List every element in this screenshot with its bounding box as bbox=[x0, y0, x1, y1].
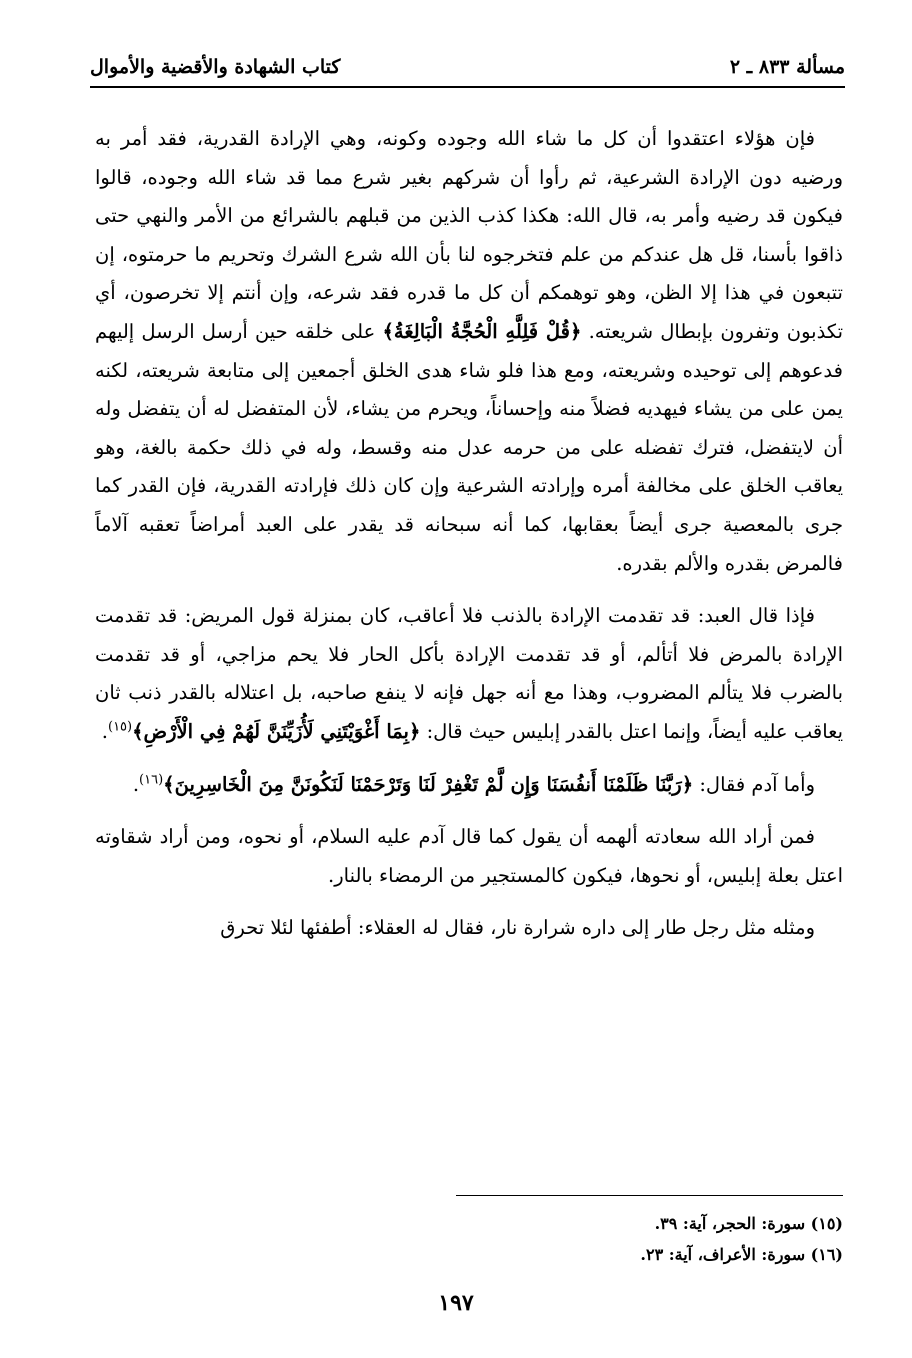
quran-verse: ﴿قُلْ فَلِلَّهِ الْحُجَّةُ الْبَالِغَةُ﴾ bbox=[382, 319, 582, 343]
page-number: ١٩٧ bbox=[438, 1290, 474, 1316]
footnotes bbox=[95, 1208, 843, 1270]
running-header bbox=[90, 52, 845, 88]
quran-verse: ﴿رَبَّنَا ظَلَمْنَا أَنفُسَنَا وَإِن لَّمْ تَغْفِرْ لَنَا وَتَرْحَمْنَا لَنَكُونَنَّ مِنَ الْخَاسِرِينَ﴾ bbox=[163, 772, 694, 796]
paragraph-1 bbox=[95, 120, 843, 583]
footnote-ref[interactable]: (١٥) bbox=[107, 719, 133, 735]
paragraph-5 bbox=[95, 909, 843, 948]
paragraph-4 bbox=[95, 818, 843, 895]
issue-number: مسألة ٨٣٣ ـ ٢ bbox=[729, 56, 845, 78]
paragraph-text: فمن أراد الله سعادته ألهمه أن يقول كما قال آدم عليه السلام، أو نحوه، ومن أراد شقاوته اعتل بعلة إبليس، أو نحوها، فيكون كالمستجير من الرمضاء بالنار. bbox=[95, 825, 843, 887]
paragraph-text: وأما آدم فقال: bbox=[693, 772, 815, 796]
paragraph-3 bbox=[95, 766, 843, 805]
paragraph-text: فإن هؤلاء اعتقدوا أن كل ما شاء الله وجوده وكونه، وهي الإرادة القدرية، فقد أمر به ورضيه دون الإرادة الشرعية، ثم رأوا أن شركهم بغير شرع مما قد شاء الله وجوده، قالوا فيكون قد رضيه وأمر به، قال الله: هكذا كذب الذين من قبلهم بالشرائع من الأمر والنهي حتى ذاقوا بأسنا، قل هل عندكم من علم فتخرجوه لنا بأن الله شرع الشرك وتحريم ما حرمتوه، إن تتبعون في هذا إلا الظن، وهو توهمكم أن كل ما قدره فقد شرعه، وإن أنتم إلا تخرصون، أي تكذبون وتفرون بإبطال شريعته. bbox=[95, 127, 844, 343]
paragraph-2 bbox=[95, 597, 843, 751]
footnote-15: (١٥) سورة: الحجر، آية: ٣٩. bbox=[654, 1214, 843, 1233]
quran-verse: ﴿بِمَا أَغْوَيْتَنِي لَأُزَيِّنَنَّ لَهُمْ فِي الْأَرْضِ﴾ bbox=[132, 719, 421, 743]
paragraph-text: . bbox=[101, 719, 108, 743]
paragraph-text: فإذا قال العبد: قد تقدمت الإرادة بالذنب فلا أعاقب، كان بمنزلة قول المريض: قد تقدمت الإرادة بالمرض فلا أتألم، أو قد تقدمت الإرادة بأكل الحار فلا يحم مزاجي، أو قد تقدمت بالضرب فلا يتألم المضروب، وهذا مع أنه جهل فإنه لا ينفع صاحبه، بل اعتلاله بالقدر ذنب ثان يعاقب عليه أيضاً، وإنما اعتل بالقدر إبليس حيث قال: bbox=[95, 604, 843, 743]
paragraph-text: ومثله مثل رجل طار إلى داره شرارة نار، فقال له العقلاء: أطفئها لئلا تحرق bbox=[220, 916, 815, 940]
book-title: كتاب الشهادة والأقضية والأموال bbox=[90, 56, 341, 78]
footnote-divider bbox=[456, 1195, 843, 1196]
paragraph-text: . bbox=[132, 772, 140, 796]
footnote-16: (١٦) سورة: الأعراف، آية: ٢٣. bbox=[640, 1245, 843, 1264]
footnote-ref[interactable]: (١٦) bbox=[139, 772, 164, 787]
paragraph-text: على خلقه حين أرسل الرسل إليهم فدعوهم إلى توحيده وشريعته، ومع هذا فلو شاء هدى الخلق أجمعين إلى متابعة شريعته، لكنه يمن على من يشاء فيهديه فضلاً منه وإحساناً، ويحرم من يشاء، لأن المتفضل له أن يتفضل وله أن لايتفضل، فترك تفضله على من حرمه عدل منه وقسط، وله في ذلك حكمة بالغة، وهو يعاقب الخلق على مخالفة أمره وإرادته الشرعية وإن كان ذلك فإرادته القدرية، فإن القدر كما جرى بالمعصية جرى أيضاً بعقابها، كما أنه سبحانه قد يقدر على العبد أمراضاً تعقبه آلاماً فالمرض بقدره والألم بقدره. bbox=[95, 319, 843, 575]
main-text bbox=[95, 120, 843, 948]
